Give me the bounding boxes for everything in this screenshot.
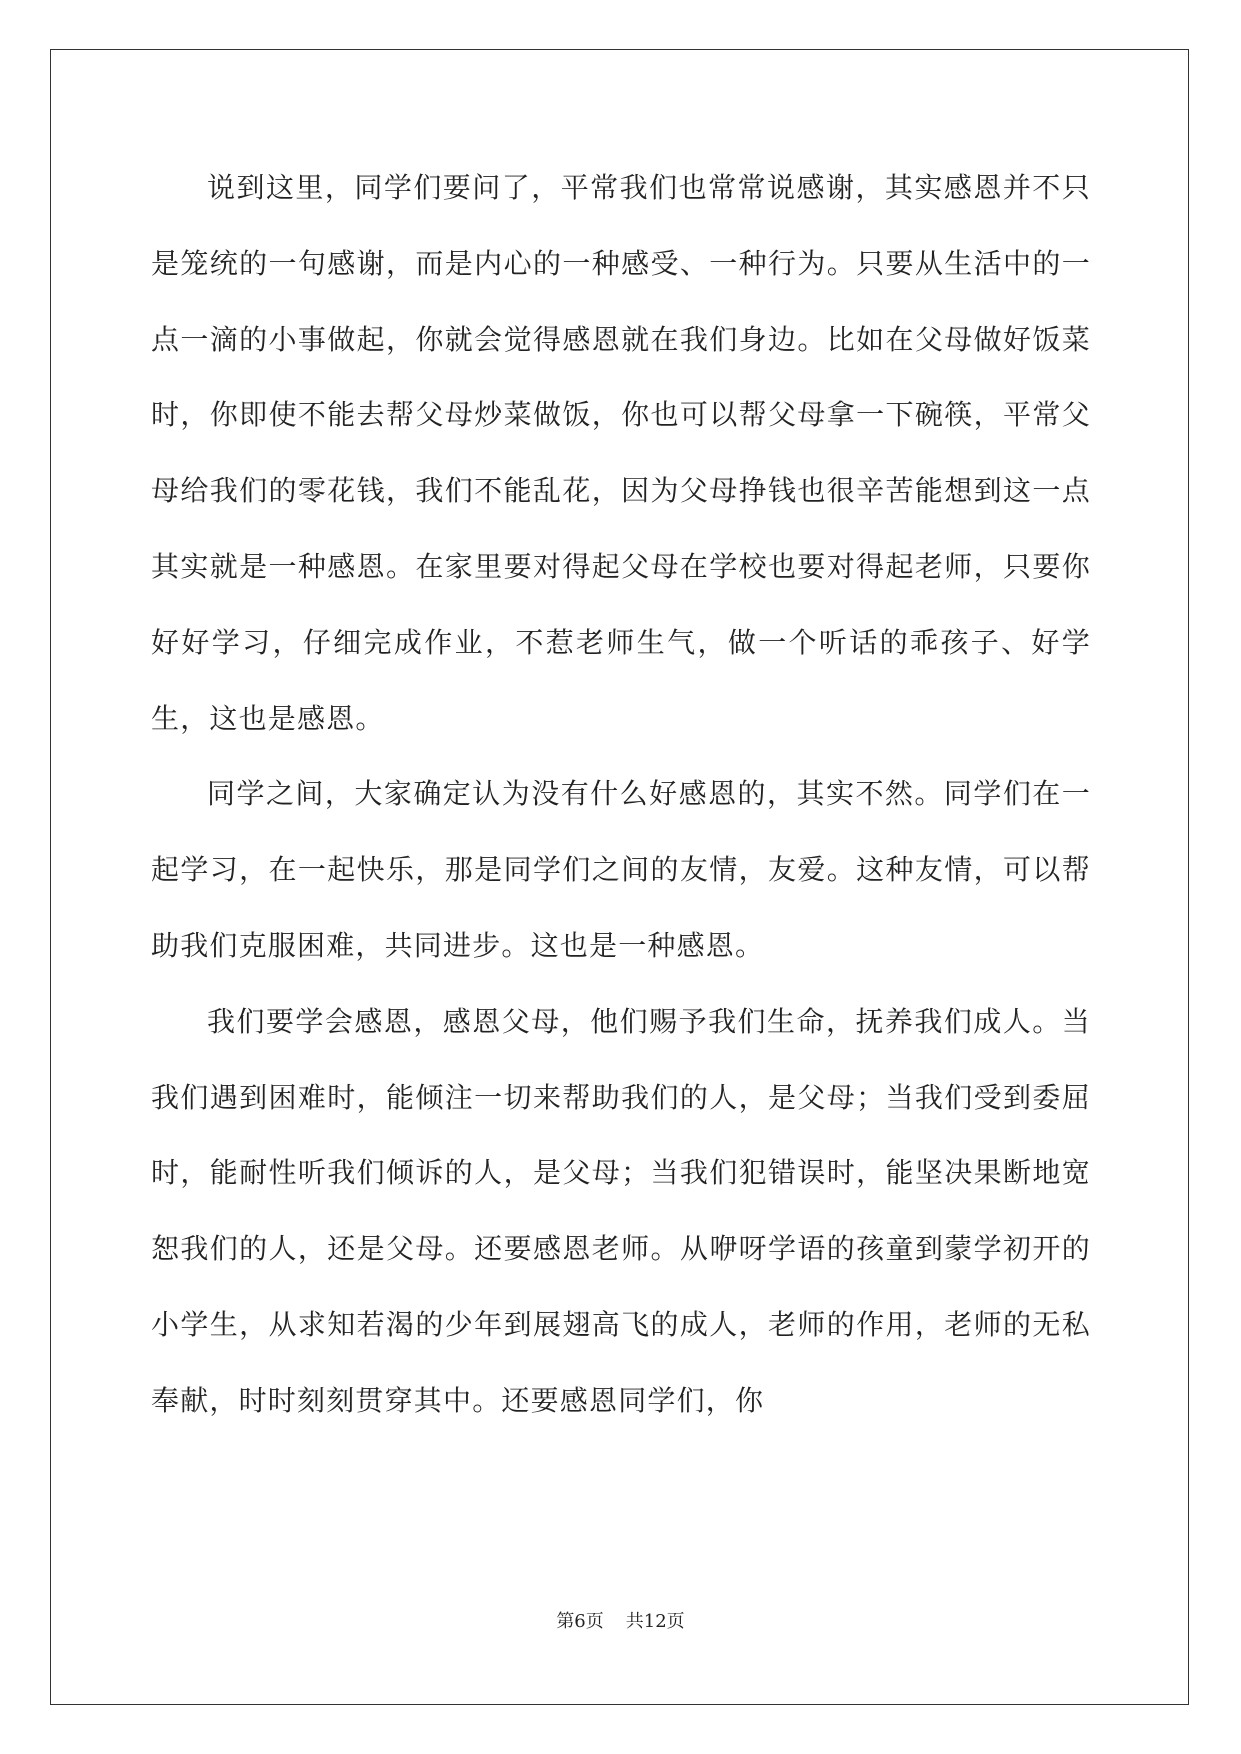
- paragraph: 同学之间，大家确定认为没有什么好感恩的，其实不然。同学们在一起学习，在一起快乐，那是同学们之间的友情，友爱。这种友情，可以帮助我们克服困难，共同进步。这也是一种感恩。: [151, 777, 1091, 962]
- paragraph: 我们要学会感恩，感恩父母，他们赐予我们生命，抚养我们成人。当我们遇到困难时，能倾注一切来帮助我们的人，是父母；当我们受到委屈时，能耐性听我们倾诉的人，是父母；当我们犯错误时，能坚决果断地宽恕我们的人，还是父母。还要感恩老师。从咿呀学语的孩童到蒙学初开的小学生，从求知若渴的少年到展翅高飞的成人，老师的作用，老师的无私奉献，时时刻刻贯穿其中。还要感恩同学们，你: [151, 1004, 1091, 1417]
- page-total: 共12页: [625, 1611, 685, 1632]
- document-body: [151, 150, 1091, 1439]
- page-footer: [0, 1610, 1241, 1634]
- paragraph: 说到这里，同学们要问了，平常我们也常常说感谢，其实感恩并不只是笼统的一句感谢，而是内心的一种感受、一种行为。只要从生活中的一点一滴的小事做起，你就会觉得感恩就在我们身边。比如在父母做好饭菜时，你即使不能去帮父母炒菜做饭，你也可以帮父母拿一下碗筷，平常父母给我们的零花钱，我们不能乱花，因为父母挣钱也很辛苦能想到这一点其实就是一种感恩。在家里要对得起父母在学校也要对得起老师，只要你好好学习，仔细完成作业，不惹老师生气，做一个听话的乖孩子、好学生，这也是感恩。: [151, 171, 1091, 735]
- page-number: 第6页: [556, 1611, 604, 1632]
